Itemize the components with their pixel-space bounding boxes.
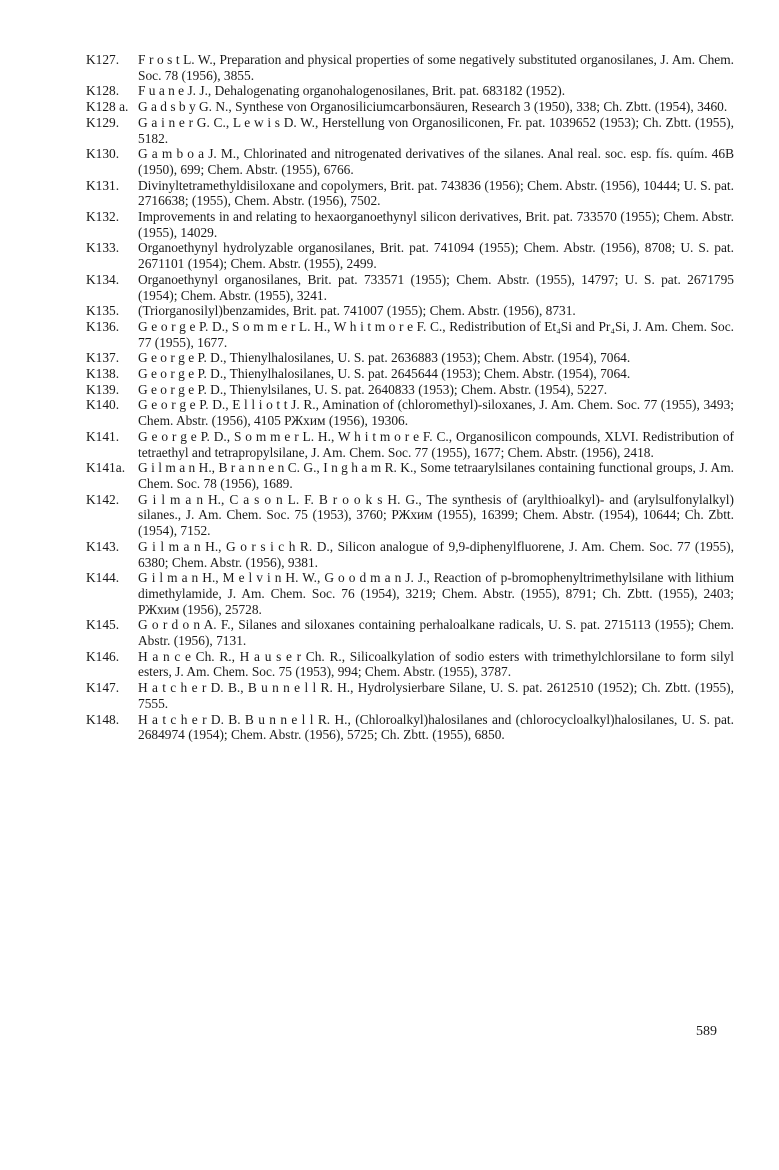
reference-text: Silicoalkylation of sodio esters with trimethylchlorsilane to form silyl esters, J. Am. Chem. Soc. 75 (1953), 994; Chem. Abstr. (1955), 3787. [138,648,734,680]
reference-entry [86,99,734,115]
reference-id: K131. [86,177,120,193]
reference-list [86,52,734,743]
reference-entry [86,178,734,209]
reference-entry [86,382,734,398]
reference-text: Reaction of p-bromophenyltrimethylsilane with lithium dimethylamide, J. Am. Chem. Soc. 76 (1954), 3219; Chem. Abstr. (1955), 8791; Ch. Zbtt. (1955), 2403; РЖхим (1956), 25728. [138,570,734,617]
reference-entry [86,492,734,539]
reference-entry [86,649,734,680]
reference-authors: G i l m a n H., C a s o n L. F. B r o o k s H. G., [138,491,422,507]
reference-id: K141. [86,428,120,444]
reference-entry [86,115,734,146]
reference-id: K133. [86,240,120,256]
reference-authors: F r o s t L. W., [138,52,217,67]
reference-text: Organosilicon compounds, XLVI. Redistribution of tetraethyl and tetrapropylsilane, J. Am. Chem. Soc. 77 (1955), 1677; Chem. Abstr. (1956), 2418. [138,428,734,460]
reference-authors: F u a n e J. J., [138,83,212,99]
reference-text: Divinyltetramethyldisiloxane and copolymers, Brit. pat. 743836 (1956); Chem. Abstr. (1956), 10444; U. S. pat. 2716638; (1955), Chem. Abstr. (1956), 7502. [138,177,734,209]
reference-text: (Chloroalkyl)halosilanes and (chlorocycloalkyl)halosilanes, U. S. pat. 2684974 (1954); Chem. Abstr. (1956), 5725; Ch. Zbtt. (1955), 6850. [138,711,734,743]
reference-authors: H a n c e Ch. R., H a u s e r Ch. R., [138,648,346,664]
reference-id: K130. [86,146,120,162]
reference-entry [86,272,734,303]
reference-id: K128 a. [86,99,129,115]
reference-text: Thienylhalosilanes, U. S. pat. 2645644 (1953); Chem. Abstr. (1954), 7064. [226,366,631,382]
reference-id: K128. [86,83,120,99]
reference-id: K146. [86,648,120,664]
reference-entry [86,539,734,570]
reference-id: K140. [86,397,120,413]
reference-id: K137. [86,350,120,366]
reference-id: K138. [86,366,120,382]
reference-entry [86,209,734,240]
reference-id: K139. [86,381,120,397]
reference-entry [86,429,734,460]
reference-id: K147. [86,680,120,696]
reference-entry [86,52,734,83]
reference-text: Dehalogenating organohalogenosilanes, Brit. pat. 683182 (1952). [211,83,566,99]
reference-id: K142. [86,491,120,507]
reference-text: Thienylsilanes, U. S. pat. 2640833 (1953); Chem. Abstr. (1954), 5227. [226,381,608,397]
reference-text: Some tetraarylsilanes containing functional groups, J. Am. Chem. Soc. 78 (1956), 1689. [138,460,734,491]
reference-authors: H a t c h e r D. B., B u n n e l l R. H., [138,680,354,696]
reference-text: Silanes and siloxanes containing perhaloalkane radicals, U. S. pat. 2715113 (1955); Chem. Abstr. (1956), 7131. [138,617,734,649]
reference-id: K145. [86,617,120,633]
reference-text: Organoethynyl organosilanes, Brit. pat. 733571 (1955); Chem. Abstr. (1955), 14797; U. S. pat. 2671795 (1954); Chem. Abstr. (1955), 3241. [138,271,734,303]
page-number: 589 [696,1024,717,1039]
reference-id: K127. [86,52,120,67]
reference-text: Organoethynyl hydrolyzable organosilanes, Brit. pat. 741094 (1955); Chem. Abstr. (1956), 8708; U. S. pat. 2671101 (1954); Chem. Abstr. (1955), 2499. [138,240,734,272]
reference-entry [86,319,734,350]
reference-entry [86,617,734,648]
reference-authors: G e o r g e P. D., S o m m e r L. H., W h i t m o r e F. C., [138,318,446,334]
reference-text: Redistribution of Et₄Si and Pr₄Si, J. Am. Chem. Soc. 77 (1955), 1677. [138,318,735,350]
reference-entry [86,680,734,711]
reference-text: Chlorinated and nitrogenated derivatives of the silanes. Anal real. soc. esp. fís. quím. 46B (1950), 699; Chem. Abstr. (1955), 6766. [138,146,734,177]
reference-authors: G a m b o a J. M., [138,146,240,162]
reference-id: K143. [86,538,120,554]
reference-text: Herstellung von Organosiliconen, Fr. pat. 1039652 (1953); Ch. Zbtt. (1955), 5182. [138,114,734,146]
reference-text: Silicon analogue of 9,9-diphenylfluorene, J. Am. Chem. Soc. 77 (1955), 6380; Chem. Abstr. (1956), 9381. [138,538,734,570]
reference-entry [86,712,734,743]
reference-text: Preparation and physical properties of some negatively substituted organosilanes, J. Am. Chem. Soc. 78 (1956), 3855. [138,52,734,83]
reference-authors: G e o r g e P. D., S o m m e r L. H., W h i t m o r e F. C., [138,428,453,444]
reference-text: Improvements in and relating to hexaorganoethynyl silicon derivatives, Brit. pat. 733570 (1955); Chem. Abstr. (1955), 14029. [138,209,734,240]
reference-id: K129. [86,114,120,130]
reference-authors: G e o r g e P. D., [138,366,227,382]
reference-text: Synthese von Organosiliciumcarbonsäuren, Research 3 (1950), 338; Ch. Zbtt. (1954), 3460. [231,99,728,115]
reference-id: K148. [86,711,120,727]
reference-text: The synthesis of (arylthioalkyl)- and (arylsulfonylalkyl) silanes., J. Am. Chem. Soc. 75 (1953), 3760; РЖхим (1955), 16399; Chem. Abstr. (1954), 10644; Ch. Zbtt. (1954), 7152. [138,491,734,539]
reference-entry [86,146,734,177]
reference-entry [86,240,734,271]
reference-id: K144. [86,570,120,586]
reference-text: Amination of (chloromethyl)-siloxanes, J. Am. Chem. Soc. 77 (1955), 3493; Chem. Abstr. (1956), 4105 РЖхим (1956), 19306. [138,397,734,429]
reference-text: Thienylhalosilanes, U. S. pat. 2636883 (1953); Chem. Abstr. (1954), 7064. [226,350,631,366]
reference-authors: G o r d o n A. F., [138,617,234,633]
reference-authors: G e o r g e P. D., [138,350,227,366]
reference-text: Hydrolysierbare Silane, U. S. pat. 2612510 (1952); Ch. Zbtt. (1955), 7555. [138,680,734,711]
reference-authors: G i l m a n H., G o r s i c h R. D., [138,538,334,554]
reference-entry [86,83,734,99]
reference-entry [86,303,734,319]
reference-authors: G i l m a n H., B r a n n e n C. G., I n g h a m R. K., [138,460,417,476]
reference-entry [86,366,734,382]
reference-entry [86,460,734,491]
reference-id: K141a. [86,460,126,476]
reference-authors: H a t c h e r D. B. B u n n e l l R. H., [138,711,351,727]
reference-entry [86,397,734,428]
reference-id: K136. [86,318,120,334]
reference-id: K135. [86,303,120,319]
reference-authors: G a d s b y G. N., [138,99,232,115]
reference-text: (Triorganosilyl)benzamides, Brit. pat. 741007 (1955); Chem. Abstr. (1956), 8731. [138,303,576,319]
reference-authors: G e o r g e P. D., E l l i o t t J. R., [138,397,319,413]
reference-entry [86,570,734,617]
reference-entry [86,350,734,366]
reference-authors: G a i n e r G. C., L e w i s D. W., [138,114,319,130]
reference-authors: G i l m a n H., M e l v i n H. W., G o o d m a n J. J., [138,570,430,586]
reference-authors: G e o r g e P. D., [138,381,227,397]
reference-id: K134. [86,271,120,287]
reference-id: K132. [86,209,120,225]
